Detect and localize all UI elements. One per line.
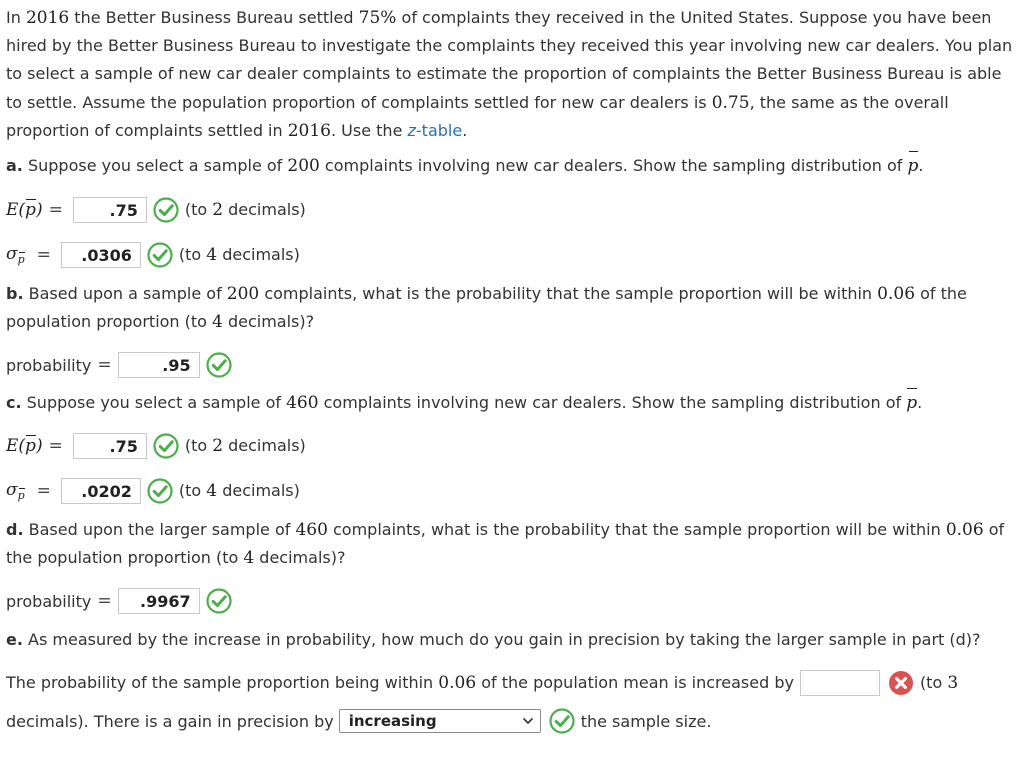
sigma-label: $\sigma_p$ <box>6 479 25 503</box>
part-a-expected-hint: (to 2 decimals) <box>184 200 306 220</box>
part-c-sigma-input[interactable]: .0202 <box>61 478 141 504</box>
precision-select[interactable] <box>339 709 541 733</box>
part-a-sigma-row: $\sigma_p$ = .0306 (to 4 decimals) <box>6 243 300 267</box>
part-c-sigma-hint: (to 4 decimals) <box>178 481 300 501</box>
expected-value-label: E(p) <box>6 200 43 220</box>
part-c-sigma-row: $\sigma_p$ = .0202 (to 4 decimals) <box>6 479 300 503</box>
sigma-label: $\sigma_p$ <box>6 243 25 267</box>
expected-value-label: E(p) <box>6 436 43 456</box>
part-e-increase-row <box>6 670 958 696</box>
part-c-expected-hint: (to 2 decimals) <box>184 436 306 456</box>
part-a-expected-row: E(p) = .75 (to 2 decimals) <box>6 197 306 223</box>
probability-label: probability <box>6 591 92 611</box>
check-icon <box>206 352 232 378</box>
part-e-statement-3: the sample size. <box>580 711 712 731</box>
part-c-expected-row: E(p) = .75 (to 2 decimals) <box>6 433 306 459</box>
part-e-increase-input[interactable] <box>800 670 880 696</box>
part-e-precision-row <box>6 708 711 734</box>
probability-label: probability <box>6 355 92 375</box>
part-c-expected-input[interactable]: .75 <box>73 433 147 459</box>
part-a-sigma-input[interactable]: .0306 <box>61 242 141 268</box>
check-icon <box>147 478 173 504</box>
part-a-prompt: a. Suppose you select a sample of 200 complaints involving new car dealers. Show the sampling distribution of p. <box>6 152 1020 180</box>
x-mark-icon <box>888 670 914 696</box>
part-a-expected-input[interactable]: .75 <box>73 197 147 223</box>
part-a-sigma-hint: (to 4 decimals) <box>178 245 300 265</box>
part-b-probability-input[interactable]: .95 <box>118 352 200 378</box>
part-c-prompt: c. Suppose you select a sample of 460 complaints involving new car dealers. Show the sampling distribution of p. <box>6 389 1020 417</box>
check-icon <box>206 588 232 614</box>
check-icon <box>153 433 179 459</box>
check-icon <box>147 242 173 268</box>
precision-select-value: increasing <box>348 712 437 730</box>
problem-intro: In 2016 the Better Business Bureau settled 75% of complaints they received in the United States. Suppose you have been hired by the Better Business Bureau to investigate the complaints they received this year involving new car dealers. You plan to select a sample of new car dealer complaints to estimate the proportion of complaints the Better Business Bureau is able to settle. Assume the population proportion of complaints settled for new car dealers is 0.75, the same as the overall proportion of complaints settled in 2016. Use the z-table. <box>6 8 1013 141</box>
part-d-probability-row: probability = .9967 <box>6 588 238 614</box>
part-b-prompt: b. Based upon a sample of 200 complaints, what is the probability that the sample proportion will be within 0.06 of the population proportion (to 4 decimals)? <box>6 284 967 333</box>
part-e-statement-2: decimals). There is a gain in precision by <box>6 711 334 731</box>
chevron-down-icon <box>522 717 534 725</box>
part-e-prompt: e. As measured by the increase in probability, how much do you gain in precision by taking the larger sample in part (d)? <box>6 630 981 649</box>
check-icon <box>153 197 179 223</box>
check-icon <box>549 708 575 734</box>
part-e-hint: (to 3 <box>919 673 959 693</box>
z-table-link[interactable]: z-table <box>407 120 463 140</box>
part-d-prompt: d. Based upon the larger sample of 460 complaints, what is the probability that the sample proportion will be within 0.06 of the population proportion (to 4 decimals)? <box>6 520 1005 569</box>
part-e-statement: The probability of the sample proportion being within 0.06 of the population mean is increased by <box>6 673 794 693</box>
part-d-probability-input[interactable]: .9967 <box>118 588 200 614</box>
part-b-probability-row: probability = .95 <box>6 352 238 378</box>
